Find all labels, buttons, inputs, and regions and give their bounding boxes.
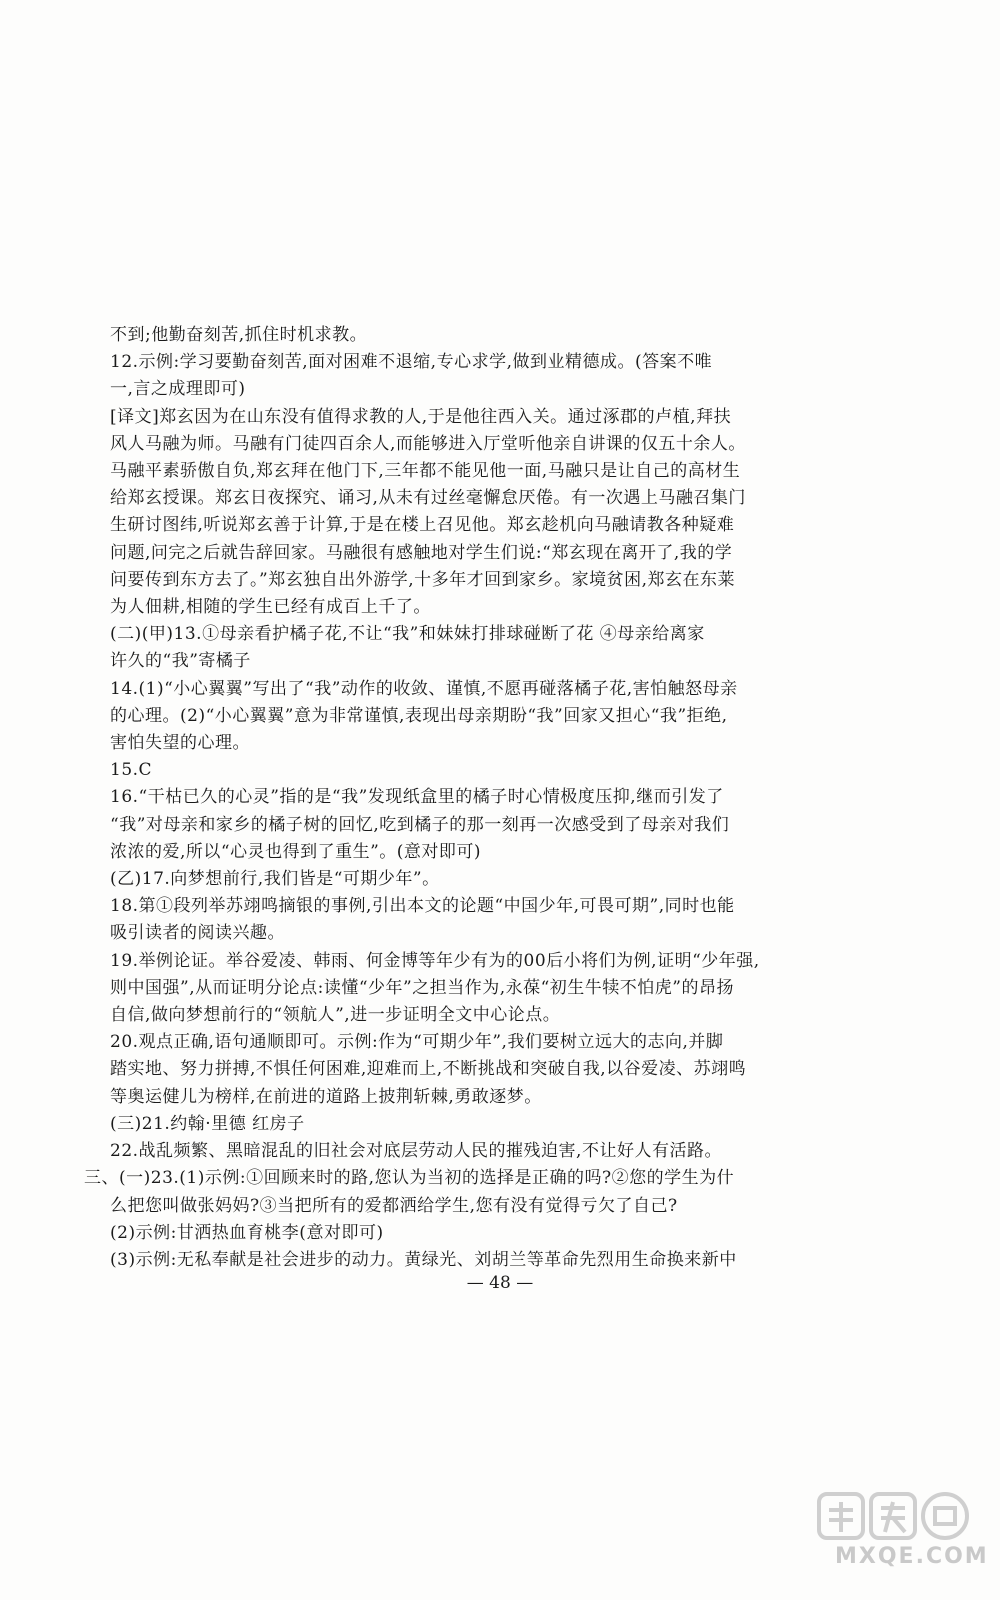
text-line: 马融平素骄傲自负,郑玄拜在他门下,三年都不能见他一面,马融只是让自己的高材生 [110,461,741,482]
text-line: (乙)17.向梦想前行,我们皆是“可期少年”。 [110,869,440,890]
text-line: 22.战乱频繁、黑暗混乱的旧社会对底层劳动人民的摧残迫害,不让好人有活路。 [110,1141,722,1162]
text-line: 浓浓的爱,所以“心灵也得到了重生”。(意对即可) [110,841,482,862]
section-heading-line: 三、(一)23.(1)示例:①回顾来时的路,您认为当初的选择是正确的吗?②您的学生为什 [84,1168,735,1189]
watermark-logo-icon [815,1490,975,1546]
text-line: 风人马融为师。马融有门徒四百余人,而能够进入厅堂听他亲自讲课的仅五十余人。 [110,433,746,454]
text-line: 害怕失望的心理。 [110,733,250,754]
text-line: 则中国强”,从而证明分论点:读懂“少年”之担当作为,永葆“初生牛犊不怕虎”的昂扬 [110,977,734,998]
text-line: 20.观点正确,语句通顺即可。示例:作为“可期少年”,我们要树立远大的志向,并脚 [110,1032,724,1053]
text-line: (3)示例:无私奉献是社会进步的动力。黄绿光、刘胡兰等革命先烈用生命换来新中 [110,1249,737,1270]
watermark-site-text: MXQE.COM [835,1544,989,1569]
text-line: 15.C [110,760,153,781]
text-line: (二)(甲)13.①母亲看护橘子花,不让“我”和妹妹打排球碰断了花 ④母亲给离家 [110,624,705,645]
text-line: 给郑玄授课。郑玄日夜探究、诵习,从未有过丝毫懈怠厌倦。有一次遇上马融召集门 [110,488,746,509]
text-line: 吸引读者的阅读兴趣。 [110,923,285,944]
text-line: 16.“干枯已久的心灵”指的是“我”发现纸盒里的橘子时心情极度压抑,继而引发了 [110,787,724,808]
text-line: 么把您叫做张妈妈?③当把所有的爱都洒给学生,您有没有觉得亏欠了自己? [110,1195,678,1216]
text-line: 许久的“我”寄橘子 [110,651,251,672]
text-line: [译文]郑玄因为在山东没有值得求教的人,于是他往西入关。通过涿郡的卢植,拜扶 [110,406,732,427]
text-line: 等奥运健儿为榜样,在前进的道路上披荆斩棘,勇敢逐梦。 [110,1086,542,1107]
text-line: 14.(1)“小心翼翼”写出了“我”动作的收敛、谨慎,不愿再碰落橘子花,害怕触怒母亲 [110,678,738,699]
text-line: 自信,做向梦想前行的“领航人”,进一步证明全文中心论点。 [110,1005,561,1026]
text-line: 一,言之成理即可) [110,379,246,400]
text-line: 为人佃耕,相随的学生已经有成百上千了。 [110,597,431,618]
text-line: (三)21.约翰·里德 红房子 [110,1113,305,1134]
text-line: 问题,问完之后就告辞回家。马融很有感触地对学生们说:“郑玄现在离开了,我的学 [110,542,733,563]
text-line: 问要传到东方去了。”郑玄独自出外游学,十多年才回到家乡。家境贫困,郑玄在东莱 [110,569,735,590]
text-line: 生研讨图纬,听说郑玄善于计算,于是在楼上召见他。郑玄趁机向马融请教各种疑难 [110,515,735,536]
answer-text-body [84,322,900,1274]
text-line: 19.举例论证。举谷爱凌、韩雨、何金博等年少有为的00后小将们为例,证明“少年强, [110,950,760,971]
page-number: — 48 — [466,1273,534,1293]
text-line: 的心理。(2)“小心翼翼”意为非常谨慎,表现出母亲期盼“我”回家又担心“我”拒绝, [110,705,728,726]
text-line: 18.第①段列举苏翊鸣摘银的事例,引出本文的论题“中国少年,可畏可期”,同时也能 [110,896,735,917]
text-line: (2)示例:甘洒热血育桃李(意对即可) [110,1222,384,1243]
watermark-logo [815,1490,989,1580]
text-line: 12.示例:学习要勤奋刻苦,面对困难不退缩,专心求学,做到业精德成。(答案不唯 [110,352,713,373]
text-line: “我”对母亲和家乡的橘子树的回忆,吃到橘子的那一刻再一次感受到了母亲对我们 [110,814,730,835]
text-line: 不到;他勤奋刻苦,抓住时机求教。 [110,325,368,345]
text-line: 踏实地、努力拼搏,不惧任何困难,迎难而上,不断挑战和突破自我,以谷爱凌、苏翊鸣 [110,1059,747,1080]
